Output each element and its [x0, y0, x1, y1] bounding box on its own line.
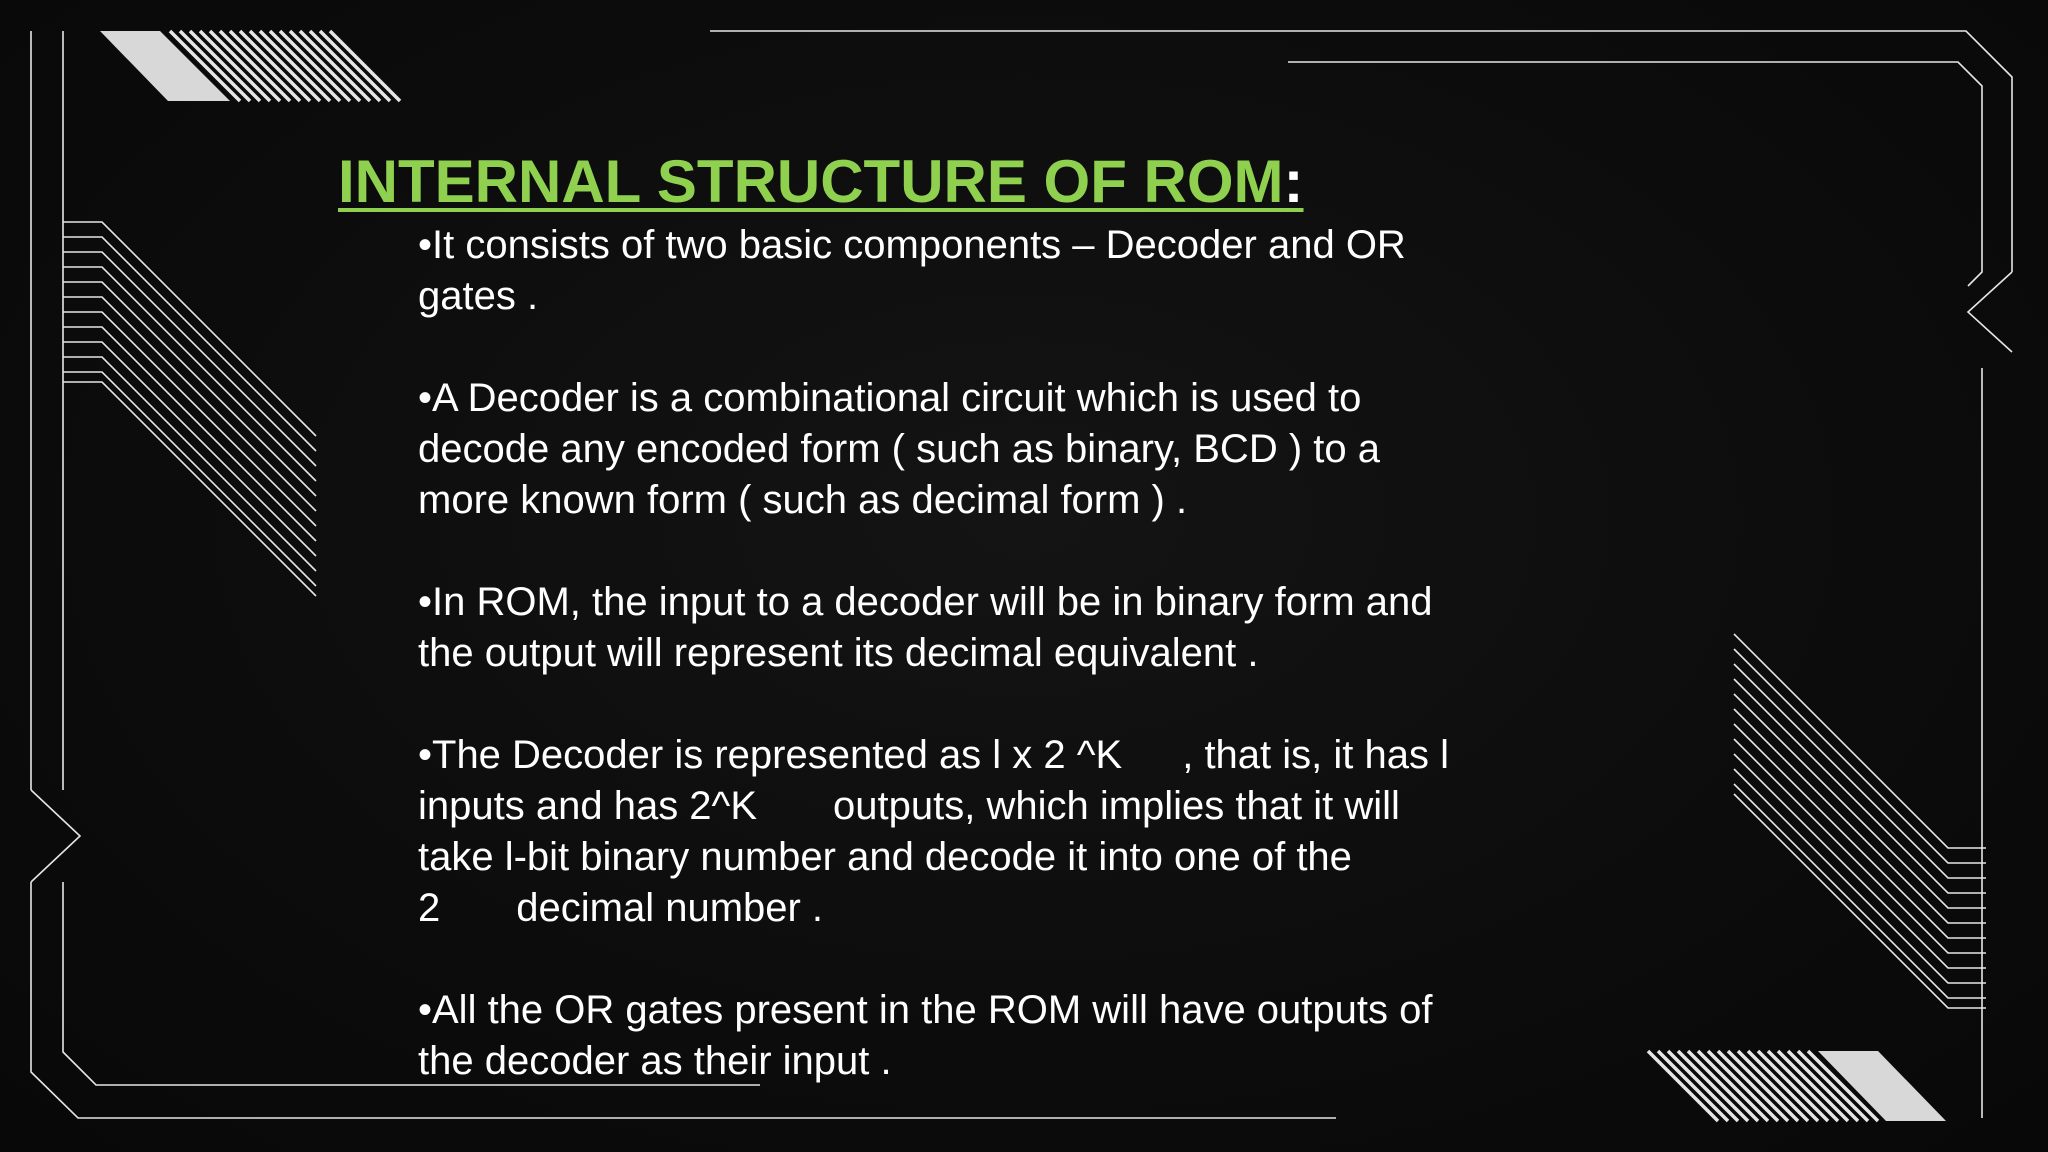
text-line: •In ROM, the input to a decoder will be in binary form and	[418, 580, 1433, 624]
text-line	[418, 781, 1518, 832]
text-fragment: outputs, which implies that it will	[833, 784, 1400, 828]
frame-right-notch	[1968, 272, 2012, 352]
text-line: •All the OR gates present in the ROM will have outputs of	[418, 988, 1433, 1032]
text-fragment: 2	[418, 886, 441, 930]
text-line: gates .	[418, 274, 539, 318]
slide-title	[338, 146, 1304, 218]
text-fragment: , that is, it has l	[1182, 733, 1449, 777]
slide-body	[418, 220, 1518, 1087]
left-line-bundle	[63, 222, 316, 596]
top-left-stripe-decoration	[100, 31, 400, 101]
right-line-bundle	[1734, 634, 1986, 1008]
bottom-right-stripe-decoration	[1648, 1051, 1946, 1121]
slide-title-colon: :	[1283, 148, 1304, 215]
text-line	[418, 730, 1518, 781]
text-line: the decoder as their input .	[418, 1039, 892, 1083]
bullet-paragraph-or-gates	[418, 985, 1518, 1087]
text-line	[418, 883, 1518, 934]
bullet-paragraph-decoder-definition	[418, 373, 1518, 526]
text-line: more known form ( such as decimal form ) .	[418, 478, 1188, 522]
text-fragment: •The Decoder is represented as l x 2 ^K	[418, 733, 1123, 777]
text-line: •It consists of two basic components – Decoder and OR	[418, 223, 1406, 267]
text-line: •A Decoder is a combinational circuit which is used to	[418, 376, 1362, 420]
bullet-paragraph-decoder-representation	[418, 730, 1518, 934]
text-line: the output will represent its decimal equivalent .	[418, 631, 1259, 675]
text-fragment: inputs and has 2^K	[418, 784, 758, 828]
text-line: take l-bit binary number and decode it into one of the	[418, 835, 1352, 879]
text-fragment: decimal number .	[516, 886, 824, 930]
slide-title-text: INTERNAL STRUCTURE OF ROM	[338, 148, 1284, 215]
text-line: decode any encoded form ( such as binary, BCD ) to a	[418, 427, 1380, 471]
frame-left-notch	[31, 790, 80, 882]
bullet-paragraph-components	[418, 220, 1518, 322]
bullet-paragraph-rom-input	[418, 577, 1518, 679]
